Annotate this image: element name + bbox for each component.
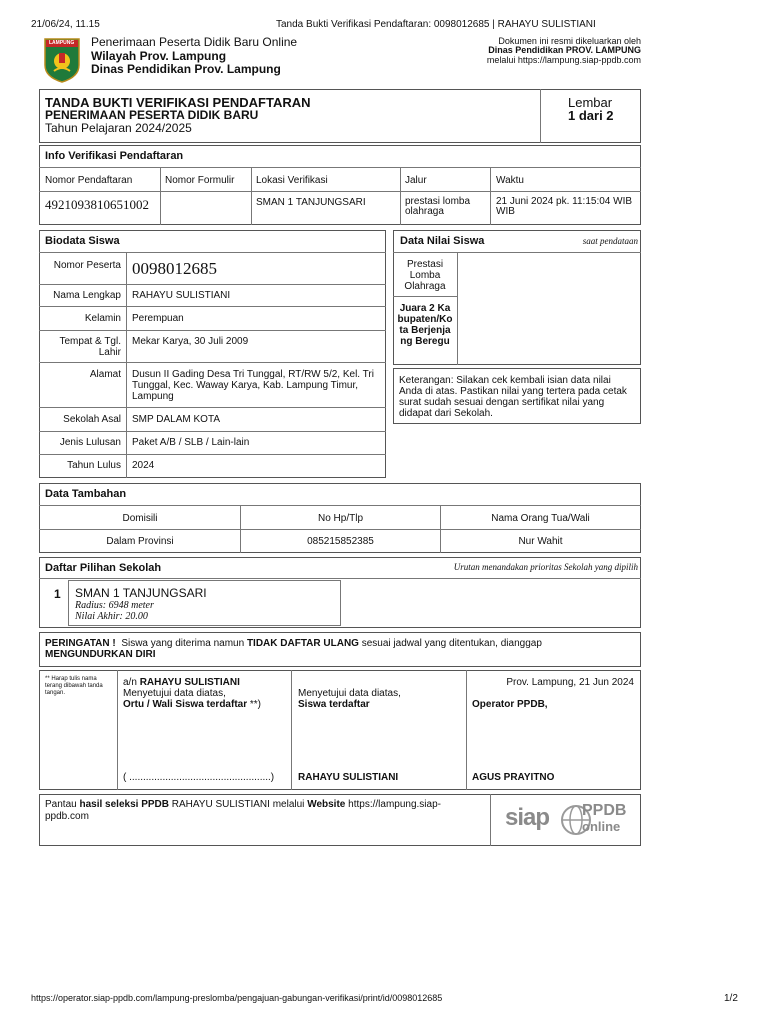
- nilai-label-prestasi: Prestasi Lomba Olahraga: [404, 259, 446, 292]
- tambahan-header: Nama Orang Tua/Wali: [491, 513, 590, 524]
- pilihan-section-title: Daftar Pilihan Sekolah: [45, 562, 162, 574]
- pilihan-note: Urutan menandakan prioritas Sekolah yang dipilih: [453, 562, 638, 572]
- biodata-label: Sekolah Asal: [63, 414, 121, 425]
- print-datetime: 21/06/24, 11.15: [31, 19, 100, 30]
- verif-header: Waktu: [496, 175, 524, 186]
- sig1-line2: Ortu / Wali Siswa terdaftar: [123, 699, 248, 710]
- biodata-label: Alamat: [89, 369, 121, 380]
- pilihan-school: SMAN 1 TANJUNGSARI: [75, 586, 207, 600]
- sig3-place: Prov. Lampung, 21 Jun 2024: [506, 677, 634, 688]
- pilihan-nilai-akhir: Nilai Akhir: 20.00: [75, 611, 148, 622]
- pilihan-number: 1: [54, 587, 61, 601]
- siap-logo: [505, 802, 555, 836]
- ppdb-online-logo: [560, 801, 632, 839]
- doc-year: Tahun Pelajaran 2024/2025: [45, 121, 192, 135]
- lokasi-verifikasi: SMAN 1 TANJUNGSARI: [256, 197, 366, 208]
- sig3-name: AGUS PRAYITNO: [472, 772, 555, 783]
- domisili: Dalam Provinsi: [106, 536, 174, 547]
- nilai-section-title: Data Nilai Siswa: [400, 235, 485, 247]
- signature-note: ** Harap tulis nama terang dibawah tanda tangan.: [45, 676, 103, 696]
- ppdb-text: PPDB: [582, 802, 627, 819]
- header-right1: Dokumen ini resmi dikeluarkan oleh: [498, 36, 641, 46]
- kelamin: Perempuan: [132, 313, 184, 324]
- no-hp: 085215852385: [307, 536, 374, 547]
- doc-subtitle: PENERIMAAN PESERTA DIDIK BARU: [45, 108, 259, 122]
- jenis-lulusan: Paket A/B / SLB / Lain-lain: [132, 437, 250, 448]
- footer-url: https://lampung.siap-ppdb.com: [45, 799, 441, 822]
- nama-lengkap: RAHAYU SULISTIANI: [132, 290, 231, 301]
- verif-header: Lokasi Verifikasi: [256, 175, 328, 186]
- alamat: Dusun II Gading Desa Tri Tunggal, RT/RW 5/2, Kel. Tri Tunggal, Kec. Waway Karya, Kab. Lampung Timur, Lampung: [132, 369, 374, 402]
- warning-text1: Siswa yang diterima namun: [121, 638, 245, 649]
- tahun-lulus: 2024: [132, 460, 155, 471]
- sheet-label: Lembar: [568, 95, 613, 110]
- footer-bold2: Website: [307, 799, 346, 810]
- keterangan: Keterangan: Silakan cek kembali isian data nilai Anda di atas. Pastikan nilai yang tertera pada cetak surat sudah sesuai dengan sertifikat nilai yang didapat dari Sekolah.: [399, 375, 627, 419]
- verif-header: Nomor Formulir: [165, 175, 235, 186]
- header-right2: Dinas Pendidikan PROV. LAMPUNG: [488, 45, 641, 55]
- nomor-pendaftaran: 4921093810651002: [45, 197, 149, 212]
- footer-text1: Pantau: [45, 799, 77, 810]
- tempat-tgl-lahir: Mekar Karya, 30 Juli 2009: [132, 336, 249, 347]
- biodata-label: Nama Lengkap: [53, 290, 121, 301]
- footer-text: [45, 799, 475, 823]
- waktu: 21 Juni 2024 pk. 11:15:04 WIB WIB: [496, 196, 633, 217]
- biodata-label: Jenis Lulusan: [59, 437, 121, 448]
- footer-bold1: hasil seleksi PPDB: [79, 799, 169, 810]
- jalur: prestasi lomba olahraga: [405, 196, 471, 217]
- nilai-label-juara: Juara 2 Kabupaten/Kota Berjenjang Beregu: [397, 303, 453, 347]
- pilihan-radius: Radius: 6948 meter: [75, 600, 154, 611]
- print-url: https://operator.siap-ppdb.com/lampung-preslomba/pengajuan-gabungan-verifikasi/print/id/0098012685: [31, 993, 443, 1003]
- warning-text2: sesuai jadwal yang ditentukan, dianggap: [361, 638, 542, 649]
- lampung-logo: [43, 37, 81, 83]
- sig1-prefix: a/n: [123, 677, 137, 688]
- warning-bold: TIDAK DAFTAR ULANG: [246, 638, 359, 649]
- sig2-line2: Siswa terdaftar: [298, 699, 370, 710]
- nama-orang-tua: Nur Wahit: [518, 536, 563, 547]
- sig2-line1: Menyetujui data diatas,: [298, 688, 401, 699]
- print-page: 1/2: [724, 993, 738, 1004]
- biodata-label: Nomor Peserta: [53, 260, 121, 271]
- header-line3: Dinas Pendidikan Prov. Lampung: [91, 62, 281, 76]
- sig3-role: Operator PPDB,: [472, 699, 548, 710]
- siap-logo-text: siap: [505, 804, 550, 831]
- biodata-label: Tempat & Tgl. Lahir: [59, 336, 121, 358]
- sheet-value: 1 dari 2: [568, 108, 614, 123]
- biodata-label: Kelamin: [84, 313, 121, 324]
- warning-label: PERINGATAN !: [45, 638, 116, 649]
- sig1-name: RAHAYU SULISTIANI: [139, 677, 240, 688]
- sig1-an: [123, 677, 240, 688]
- biodata-label: Tahun Lulus: [67, 460, 121, 471]
- sekolah-asal: SMP DALAM KOTA: [132, 414, 220, 425]
- nilai-note: saat pendataan: [582, 236, 638, 246]
- verif-header: Nomor Pendaftaran: [45, 175, 133, 186]
- sig1-line2-wrap: [123, 699, 261, 710]
- tambahan-header: Domisili: [122, 513, 158, 524]
- verif-header: Jalur: [405, 175, 427, 186]
- header-line2: Wilayah Prov. Lampung: [91, 49, 227, 63]
- warning-text: [45, 638, 635, 660]
- warning-bold2: MENGUNDURKAN DIRI: [45, 649, 156, 660]
- sig1-blank: ( ...................................................): [123, 772, 275, 783]
- nomor-peserta: 0098012685: [132, 259, 217, 278]
- header-right3: melalui https://lampung.siap-ppdb.com: [486, 55, 641, 65]
- doc-title: TANDA BUKTI VERIFIKASI PENDAFTARAN: [45, 95, 311, 110]
- footer-text2: RAHAYU SULISTIANI melalui: [171, 799, 305, 810]
- biodata-section-title: Biodata Siswa: [45, 235, 120, 247]
- sig2-name: RAHAYU SULISTIANI: [298, 772, 399, 783]
- sig1-suffix: **): [249, 699, 262, 710]
- online-text: online: [582, 819, 621, 834]
- header-line1: Penerimaan Peserta Didik Baru Online: [91, 35, 298, 49]
- print-title: Tanda Bukti Verifikasi Pendaftaran: 0098012685 | RAHAYU SULISTIANI: [276, 19, 596, 30]
- tambahan-section-title: Data Tambahan: [45, 488, 127, 500]
- tambahan-header: No Hp/Tlp: [317, 513, 363, 524]
- verif-section-title: Info Verifikasi Pendaftaran: [45, 150, 184, 162]
- logo-text: LAMPUNG: [49, 40, 75, 46]
- sig1-line1: Menyetujui data diatas,: [123, 688, 226, 699]
